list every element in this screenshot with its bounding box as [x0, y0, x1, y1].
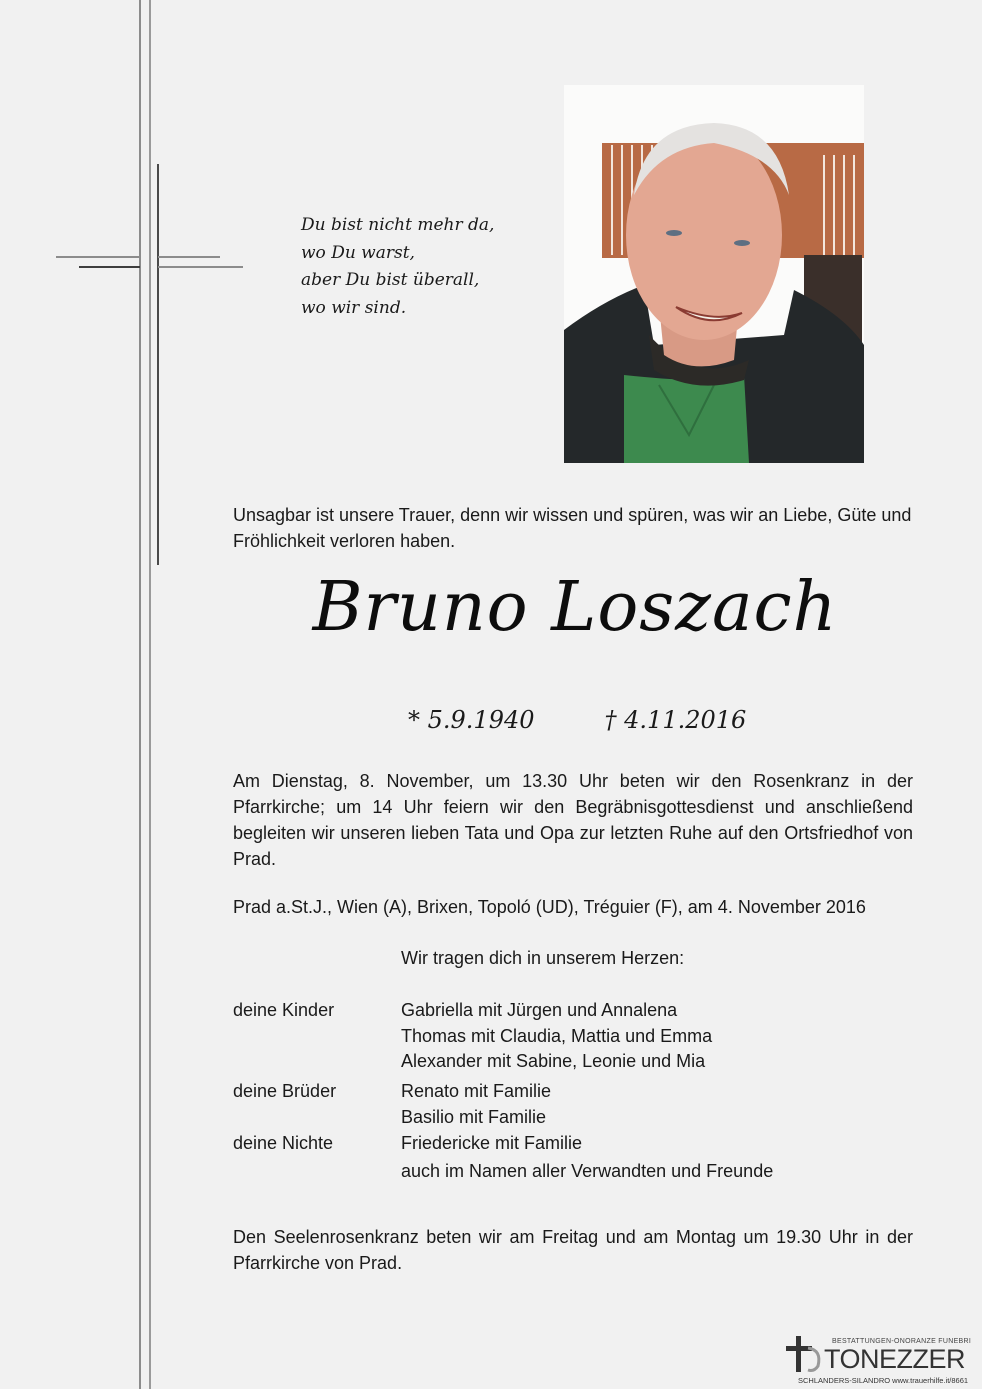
cross-vertical-line-right	[157, 164, 159, 565]
mourner-name: Basilio mit Familie	[401, 1106, 547, 1127]
rosary-text: Den Seelenrosenkranz beten wir am Freitag und am Montag um 19.30 Uhr in der Pfarrkirche von Prad.	[233, 1227, 913, 1273]
mourners-heading: Wir tragen dich in unserem Herzen:	[401, 948, 685, 968]
mourner-names	[401, 1131, 582, 1157]
mourner-name: Thomas mit Claudia, Mattia und Emma	[401, 1025, 713, 1046]
quote-line: Du bist nicht mehr da,	[301, 215, 495, 235]
mourner-group-label: deine Nichte	[233, 1133, 334, 1153]
mourners-also: auch im Namen aller Verwandten und Freunde	[401, 1161, 774, 1181]
cross-horizontal-line-lower-left	[79, 266, 140, 268]
quote-line: wo wir sind.	[301, 297, 407, 318]
funeral-home-logo	[784, 1334, 980, 1386]
cross-horizontal-line-upper-right	[158, 256, 220, 258]
portrait-illustration	[564, 85, 864, 463]
death-date: † 4.11.2016	[604, 706, 747, 734]
mourner-group-label: deine Kinder	[233, 1000, 335, 1020]
life-dates	[408, 706, 746, 734]
place-date: Prad a.St.J., Wien (A), Brixen, Topoló (UD), Tréguier (F), am 4. November 2016	[233, 897, 866, 917]
logo-footer: SCHLANDERS-SILANDRO www.trauerhilfe.it/8661	[798, 1376, 969, 1385]
quote-line: wo Du warst,	[301, 242, 415, 263]
mourner-group-label: deine Brüder	[233, 1081, 337, 1101]
portrait-photo	[564, 85, 864, 463]
service-text: Am Dienstag, 8. November, um 13.30 Uhr beten wir den Rosenkranz in der Pfarrkirche; um 14 Uhr feiern wir den Begräbnisgottesdienst und anschließend begleiten wir unseren lieben Tata und Opa zur letzten Ruhe auf den Ortsfriedhof von Prad.	[233, 771, 913, 869]
quote-line: aber Du bist überall,	[301, 270, 480, 290]
mourner-name: Friedericke mit Familie	[401, 1133, 583, 1153]
cross-vertical-line-center	[149, 0, 151, 1389]
intro-text: Unsagbar ist unsere Trauer, denn wir wissen und spüren, was wir an Liebe, Güte und Fröhlichkeit verloren haben.	[233, 505, 912, 551]
logo-name: TONEZZER	[824, 1344, 966, 1374]
mourner-name: Alexander mit Sabine, Leonie und Mia	[401, 1051, 706, 1071]
mourner-name: Gabriella mit Jürgen und Annalena	[401, 1000, 678, 1020]
birth-date: * 5.9.1940	[408, 706, 535, 734]
logo-tagline: BESTATTUNGEN-ONORANZE FUNEBRI	[832, 1338, 972, 1345]
cross-horizontal-line-upper-left	[56, 256, 140, 258]
cross-vertical-line-left	[139, 0, 141, 1389]
mourner-names	[401, 1079, 551, 1130]
memorial-quote	[301, 212, 494, 322]
deceased-name: Bruno Loszach	[312, 568, 838, 647]
mourner-name: Renato mit Familie	[401, 1081, 552, 1101]
mourner-names	[401, 998, 712, 1075]
cross-horizontal-line-lower-right	[158, 266, 243, 268]
cross-logo-icon	[786, 1336, 826, 1376]
